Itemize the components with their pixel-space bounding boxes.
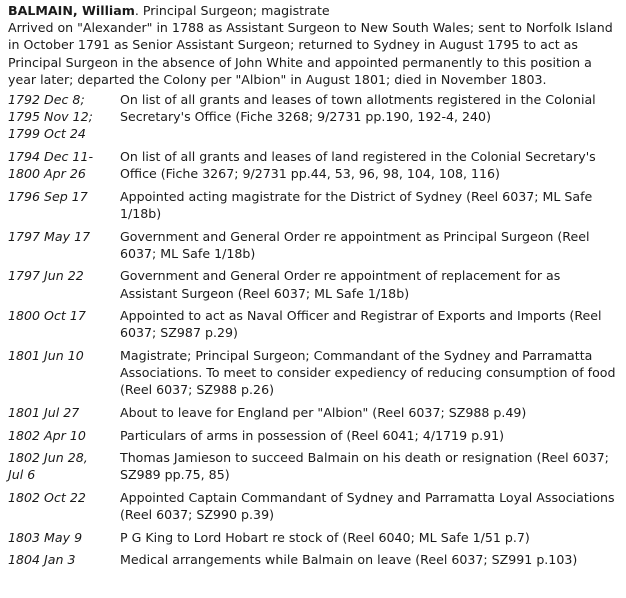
entry-date: 1801 Jun 10 — [8, 348, 84, 363]
entry-row — [8, 267, 620, 301]
entry-row — [8, 91, 620, 143]
entry-text: Appointed Captain Commandant of Sydney and Parramatta Loyal Associations (Reel 6037; SZ990 p.39) — [120, 489, 615, 523]
entry-date: 1797 May 17 — [8, 228, 91, 244]
entry-date: 1797 Jun 22 — [8, 268, 84, 284]
entry-text: About to leave for England per "Albion" (Reel 6037; SZ988 p.49) — [120, 405, 527, 420]
entry-text: Medical arrangements while Balmain on leave (Reel 6037; SZ991 p.103) — [120, 552, 578, 568]
entry-row — [8, 551, 620, 568]
entry-row — [8, 404, 620, 421]
document — [8, 2, 620, 574]
entry-text: Government and General Order re appointment of replacement for as Assistant Surgeon (Reel 6037; ML Safe 1/18b) — [120, 268, 561, 301]
entry-text: Particulars of arms in possession of (Reel 6041; 4/1719 p.91) — [120, 427, 505, 443]
entry-text: P G King to Lord Hobart re stock of (Reel 6040; ML Safe 1/51 p.7) — [120, 529, 530, 545]
entry-date: 1792 Dec 8; 1795 Nov 12; 1799 Oct 24 — [8, 92, 93, 142]
person-bio: Arrived on "Alexander" in 1788 as Assistant Surgeon to New South Wales; sent to Norfolk Island in October 1791 as Senior Assistant Surgeon; returned to Sydney in August 1795 to act as Principal Surgeon in the absence of John White and appointed permanently to this position a year later; departed the Colony per "Albion" in August 1801; died in November 1803. — [8, 20, 613, 87]
entry-row — [8, 148, 620, 182]
entry-date: 1801 Jul 27 — [8, 405, 80, 420]
entry-row — [8, 449, 620, 483]
entry-date: 1803 May 9 — [8, 529, 83, 545]
entry-row — [8, 307, 620, 341]
entry-text: Magistrate; Principal Surgeon; Commandant of the Sydney and Parramatta Associations. To meet to consider expediency of reducing consumption of food (Reel 6037; SZ988 p.26) — [120, 348, 616, 398]
entry-row — [8, 489, 620, 523]
person-name: BALMAIN, William — [8, 3, 135, 18]
entries-list — [8, 91, 620, 569]
entry-row — [8, 529, 620, 546]
entry-row — [8, 228, 620, 262]
entry-date: 1802 Oct 22 — [8, 489, 86, 505]
person-roles: Principal Surgeon; magistrate — [142, 3, 330, 18]
entry-date: 1802 Jun 28, Jul 6 — [8, 450, 88, 483]
entry-date: 1794 Dec 11- 1800 Apr 26 — [8, 149, 93, 182]
entry-row — [8, 188, 620, 222]
entry-text: Government and General Order re appointment as Principal Surgeon (Reel 6037; ML Safe 1/18b) — [120, 228, 590, 261]
person-header: BALMAIN, William. Principal Surgeon; magistrate Arrived on "Alexander" in 1788 as Assistant Surgeon to New South Wales; sent to Norfolk Island in October 1791 as Senior Assistant Surgeon; returned to Sydney in August 1795 to act as Principal Surgeon in the absence of John White and appointed permanently to this position a year later; departed the Colony per "Albion" in August 1801; died in November 1803. — [8, 3, 613, 87]
entry-date: 1796 Sep 17 — [8, 188, 88, 204]
entry-text: On list of all grants and leases of town allotments registered in the Colonial Secretary's Office (Fiche 3268; 9/2731 pp.190, 192-4, 240) — [120, 92, 596, 125]
entry-date: 1802 Apr 10 — [8, 427, 86, 443]
entry-row — [8, 427, 620, 444]
entry-text: On list of all grants and leases of land registered in the Colonial Secretary's Office (Fiche 3267; 9/2731 pp.44, 53, 96, 98, 104, 108, 116) — [120, 149, 596, 182]
entry-text: Thomas Jamieson to succeed Balmain on his death or resignation (Reel 6037; SZ989 pp.75, 85) — [120, 450, 609, 483]
entry-date: 1804 Jan 3 — [8, 552, 76, 568]
entry-row — [8, 347, 620, 399]
entry-text: Appointed acting magistrate for the District of Sydney (Reel 6037; ML Safe 1/18b) — [120, 188, 593, 222]
entry-date: 1800 Oct 17 — [8, 308, 86, 324]
entry-text: Appointed to act as Naval Officer and Registrar of Exports and Imports (Reel 6037; SZ987 p.29) — [120, 308, 602, 341]
